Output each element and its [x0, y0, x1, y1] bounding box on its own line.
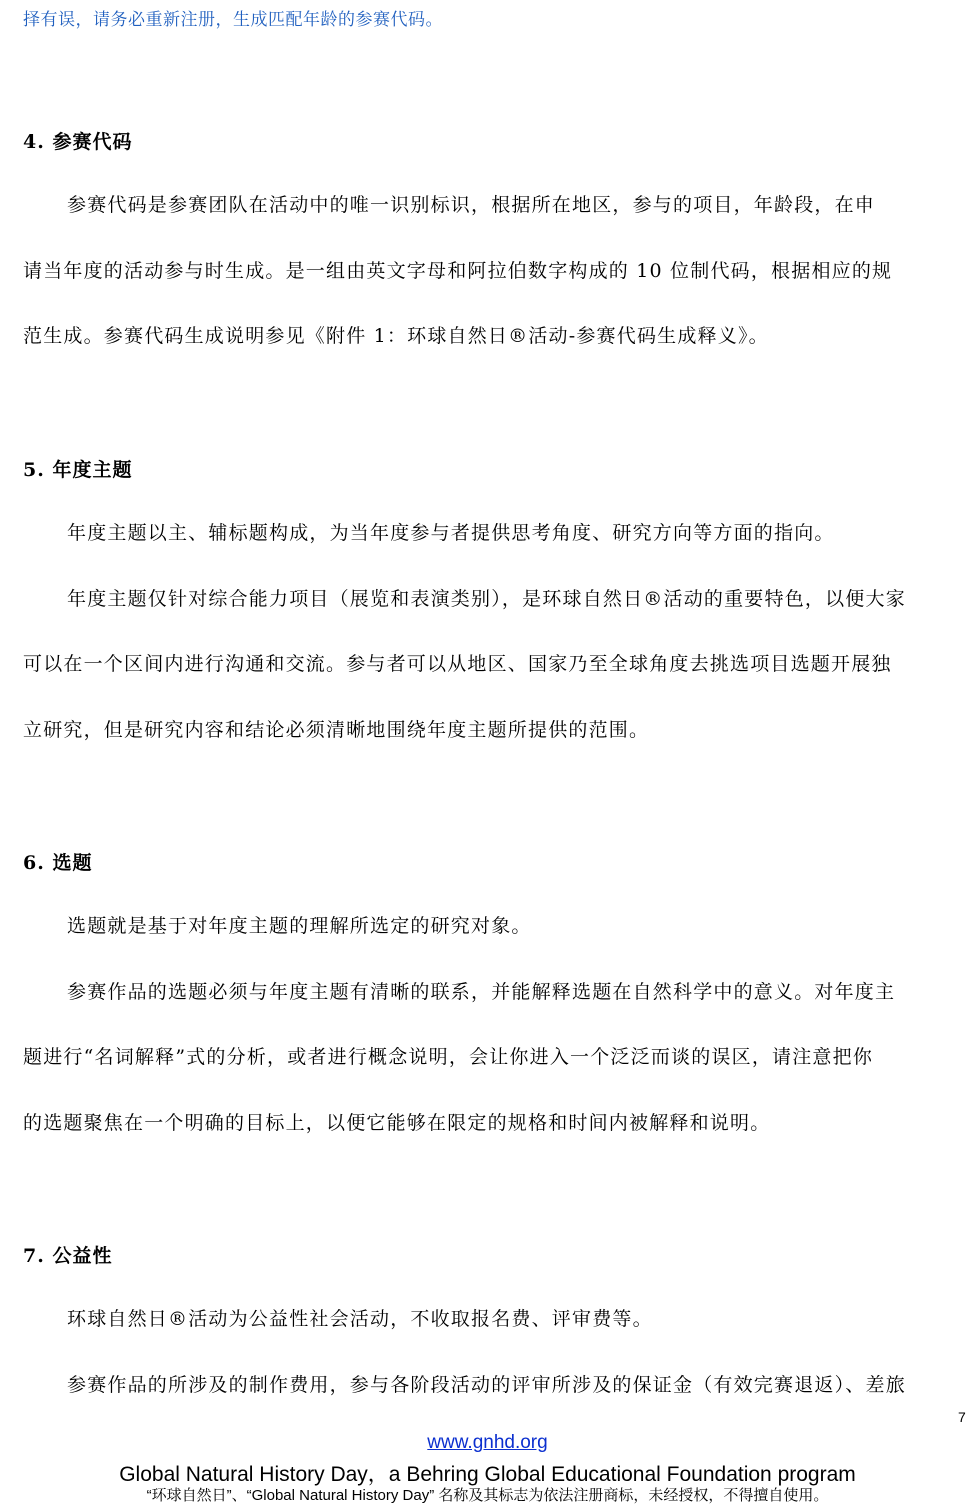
paragraph-line: 题进行“名词解释”式的分析，或者进行概念说明，会让你进入一个泛泛而谈的误区，请注意把你	[23, 1046, 874, 1068]
section-body-entry-code	[23, 173, 971, 370]
paragraph-line: 参赛作品的所涉及的制作费用，参与各阶段活动的评审所涉及的保证金（有效完赛退返）、差旅	[67, 1373, 906, 1396]
section-heading-annual-theme: 5. 年度主题	[23, 459, 133, 481]
paragraph-line: 立研究，但是研究内容和结论必须清晰地围绕年度主题所提供的范围。	[23, 718, 650, 741]
section-body-annual-theme	[23, 501, 971, 763]
paragraph-line: 年度主题以主、辅标题构成，为当年度参与者提供思考角度、研究方向等方面的指向。	[67, 522, 835, 544]
website-link[interactable]: www.gnhd.org	[427, 1432, 548, 1453]
section-heading-public-welfare: 7. 公益性	[23, 1245, 113, 1267]
paragraph-line: 参赛作品的选题必须与年度主题有清晰的联系，并能解释选题在自然科学中的意义。对年度主	[67, 980, 896, 1003]
paragraph-line: 年度主题仅针对综合能力项目（展览和表演类别），是环球自然日®活动的重要特色，以便大家	[67, 587, 906, 610]
paragraph-line: 参赛代码是参赛团队在活动中的唯一识别标识，根据所在地区，参与的项目，年龄段，在申	[67, 194, 876, 216]
trademark-notice: “环球自然日”、“Global Natural History Day” 名称及其标志为依法注册商标，未经授权，不得擅自使用。	[146, 1487, 829, 1504]
paragraph-line: 请当年度的活动参与时生成。是一组由英文字母和阿拉伯数字构成的 10 位制代码，根据相应的规	[23, 259, 893, 282]
paragraph-line: 选题就是基于对年度主题的理解所选定的研究对象。	[67, 915, 532, 937]
paragraph-line: 环球自然日®活动为公益性社会活动，不收取报名费、评审费等。	[67, 1308, 653, 1330]
paragraph-line: 的选题聚焦在一个明确的目标上，以便它能够在限定的规格和时间内被解释和说明。	[23, 1111, 771, 1134]
section-body-public-welfare	[23, 1287, 971, 1418]
continued-note: 择有误，请务必重新注册，生成匹配年龄的参赛代码。	[23, 10, 443, 30]
program-line: Global Natural History Day，a Behring Global Educational Foundation program	[119, 1463, 856, 1486]
page-number: 7	[958, 1409, 966, 1425]
section-body-topic	[23, 894, 971, 1156]
paragraph-line: 范生成。参赛代码生成说明参见《附件 1：环球自然日®活动-参赛代码生成释义》。	[23, 325, 769, 347]
paragraph-line: 可以在一个区间内进行沟通和交流。参与者可以从地区、国家乃至全球角度去挑选项目选题开展独	[23, 653, 892, 675]
section-heading-topic: 6. 选题	[23, 852, 93, 874]
section-heading-entry-code: 4. 参赛代码	[23, 131, 133, 153]
